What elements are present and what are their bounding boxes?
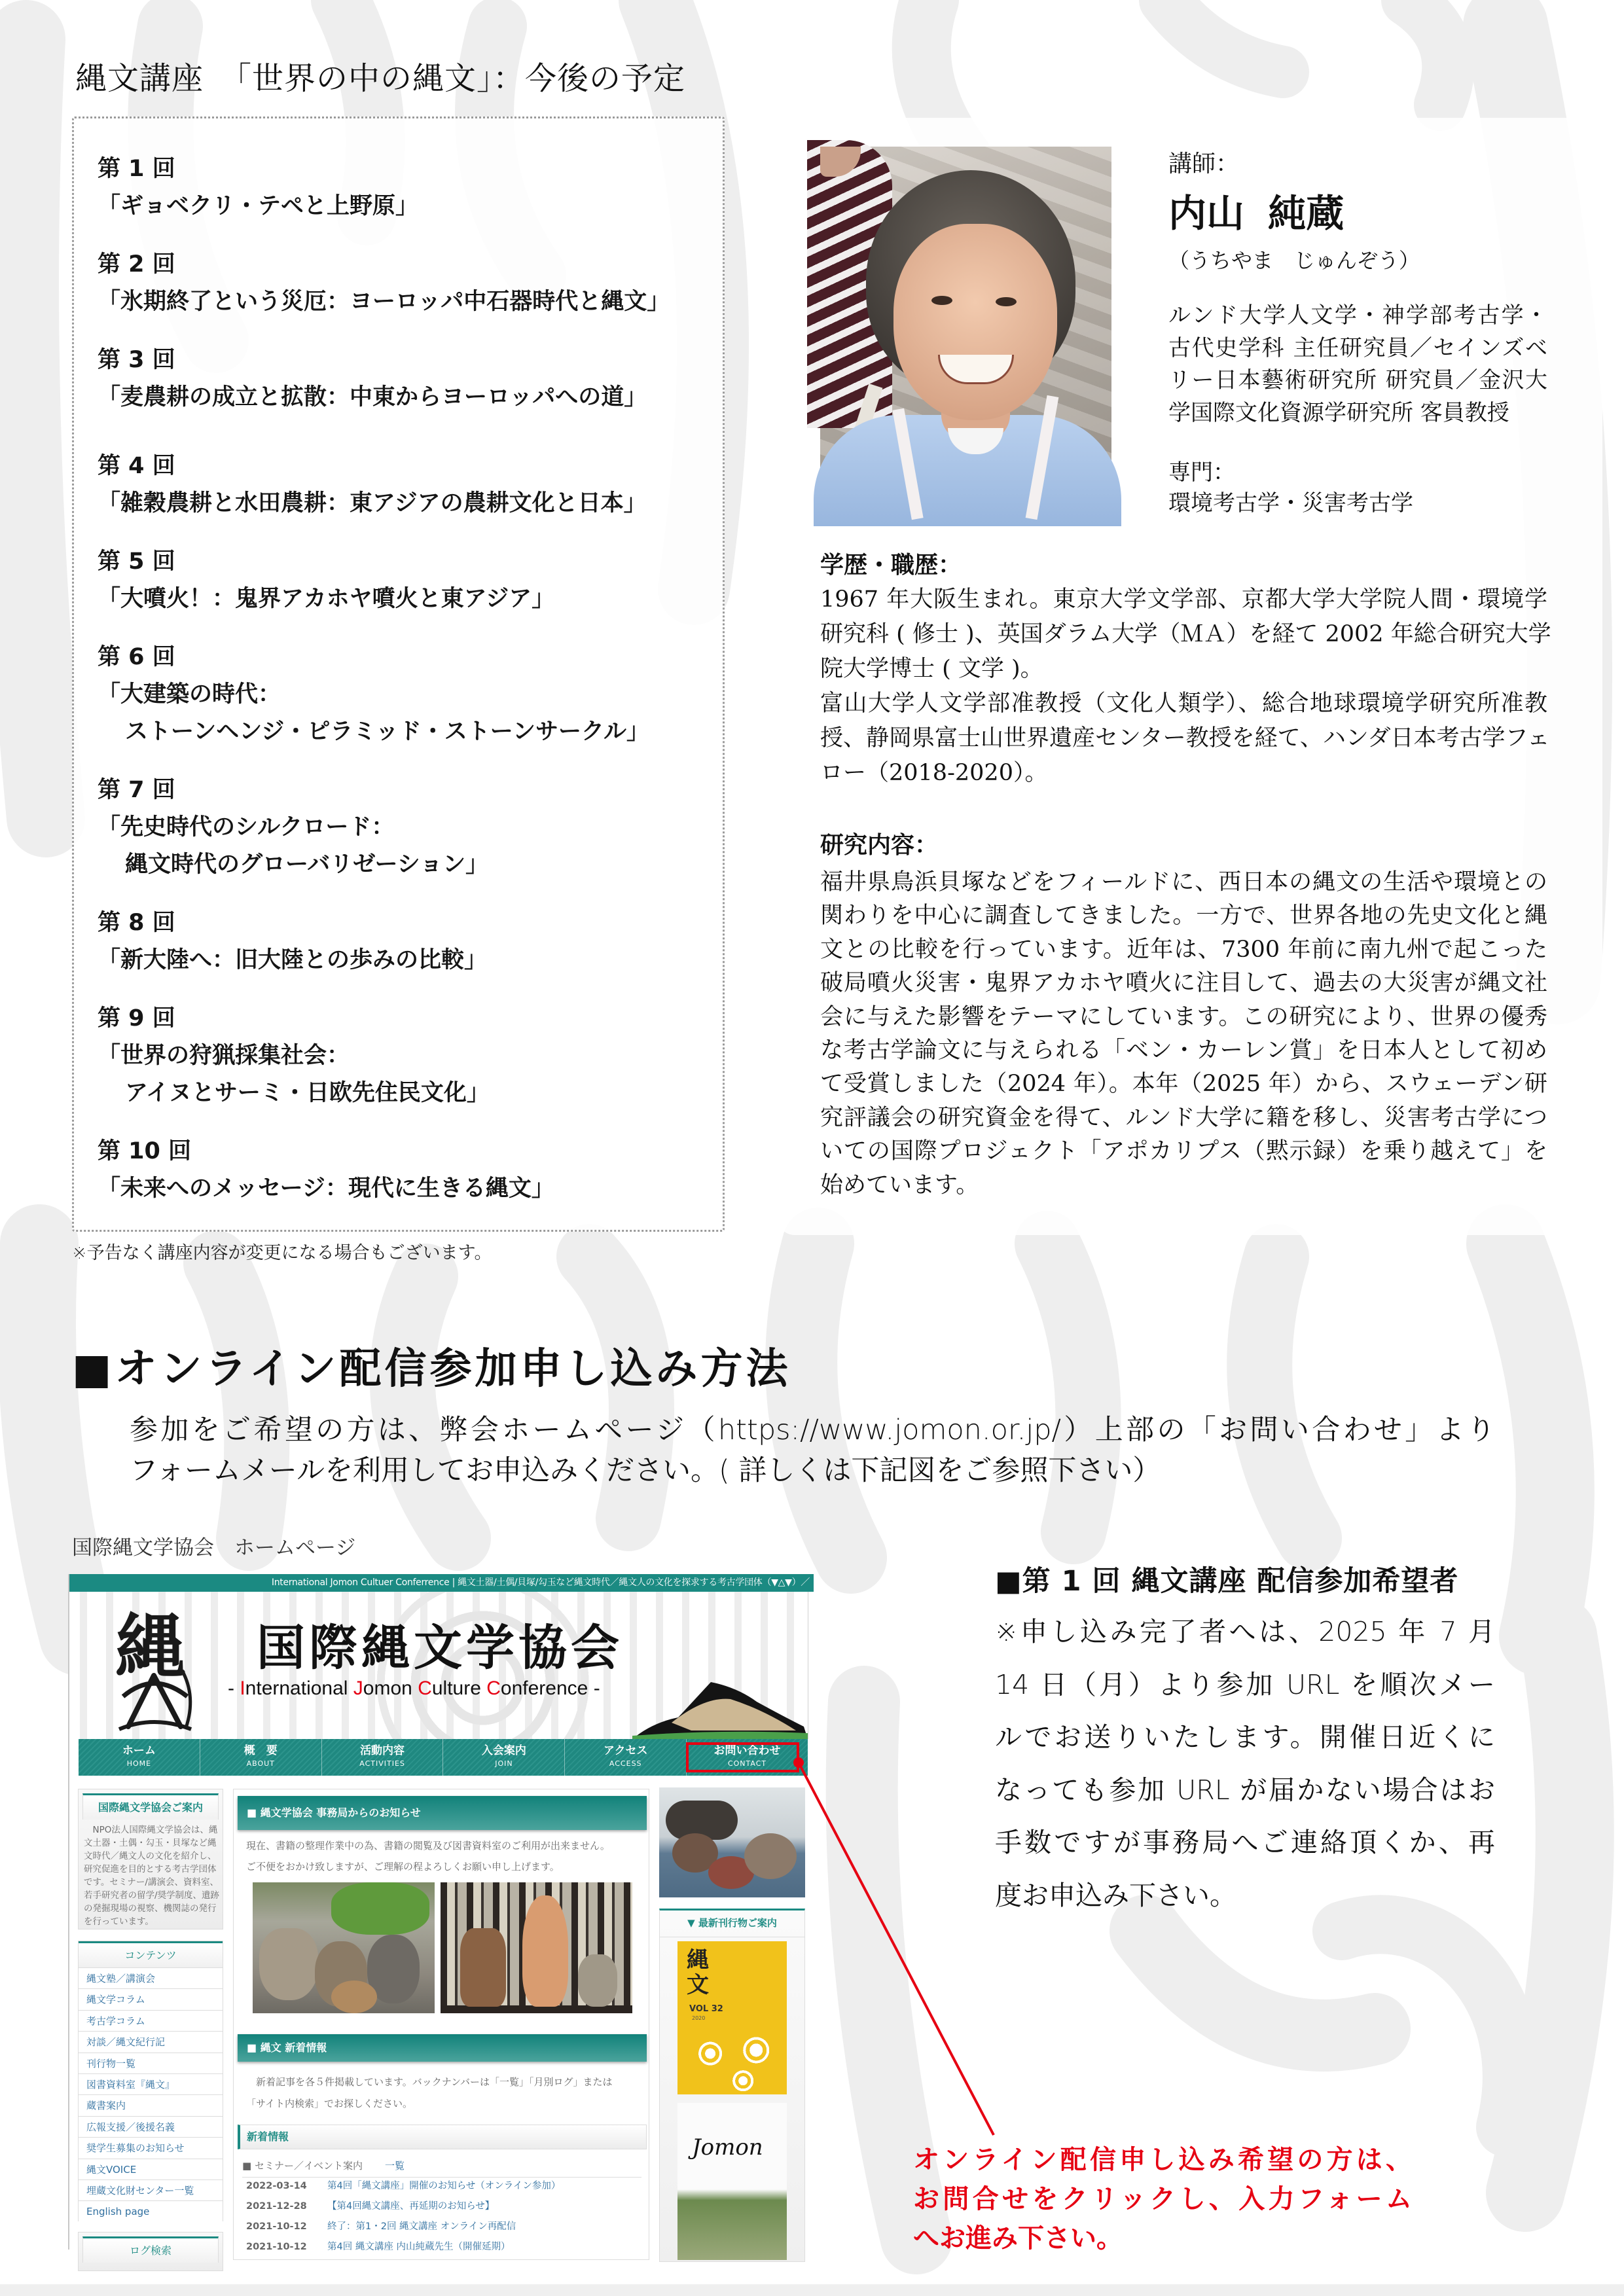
lecture-title-continued: 縄文時代のグローバリゼーション」: [125, 852, 489, 878]
lecture-number: 第 5 回: [98, 548, 175, 575]
subtitle-part: omon: [363, 1677, 418, 1699]
sidebar-item-collection[interactable]: 蔵書案内: [79, 2094, 223, 2115]
nav-label-en: CONTACT: [727, 1759, 767, 1768]
lecture-title: 「雑穀農耕と水田農耕：東アジアの農耕文化と日本」: [98, 490, 647, 516]
news-row: [246, 2237, 639, 2257]
nav-item-activities[interactable]: [322, 1739, 444, 1776]
lecture-title: 「麦農耕の成立と拡散：中東からヨーロッパへの道」: [98, 384, 647, 410]
career-line: ロー（2018-2020）。: [820, 760, 1048, 786]
affiliation-line: リー日本藝術研究所 研究員／金沢大: [1168, 367, 1547, 393]
pottery-photo-2: [659, 1787, 805, 1897]
lecture-item-6: [98, 639, 723, 751]
news-link[interactable]: 終了：第1・2回 縄文講座 オンライン再配信: [327, 2221, 516, 2232]
publications-title: ▼ 最新刊行物ご案内: [660, 1910, 804, 1937]
notice-header: ■ 縄文学協会 事務局からのお知らせ: [238, 1796, 647, 1830]
svg-text:縄: 縄: [115, 1606, 187, 1689]
subtitle-part: onference: [500, 1677, 588, 1699]
participation-text: [995, 1605, 1495, 1922]
nav-label-ja: お問い合わせ: [713, 1744, 781, 1757]
research-line: 破局噴火災害・鬼界アカホヤ噴火に注目して、過去の大災害が縄文社: [820, 970, 1547, 997]
lecture-number: 第 7 回: [98, 777, 175, 803]
nav-label-en: ACCESS: [609, 1759, 642, 1768]
nav-label-ja: 活動内容: [360, 1744, 405, 1757]
callout-line: お問合せをクリックし、入力フォーム: [913, 2184, 1412, 2214]
cover-year: 2020: [692, 2015, 706, 2021]
photo-figurine: [578, 1954, 617, 2007]
career-line: 富山大学人文学部准教授（文化人類学）、総合地球環境学研究所准教: [820, 691, 1547, 717]
career-label: 学歴・職歴：: [820, 551, 962, 579]
news-link[interactable]: 第4回 縄文講座 内山純蔵先生（開催延期）: [327, 2242, 511, 2252]
lecture-item-2: [98, 246, 723, 321]
news-subheading: 新着情報: [238, 2125, 647, 2149]
sidebar-contents-menu: [78, 1941, 223, 2221]
nav-label-en: ACTIVITIES: [359, 1759, 405, 1768]
lecture-number: 第 1 回: [98, 156, 175, 182]
subtitle-initial: J: [353, 1677, 363, 1699]
lecture-number: 第 8 回: [98, 910, 175, 936]
nav-label-en: JOIN: [495, 1759, 513, 1768]
research-line: 会に与えた影響をテーマにしています。この研究により、世界の優秀: [820, 1003, 1547, 1030]
participation-line: なっても参加 URL が届かない場合はお: [995, 1774, 1495, 1806]
lecture-item-10: [98, 1133, 723, 1208]
photo-eye-right: [996, 297, 1017, 306]
research-line: な考古学論文に与えられる「ベン・カーレン賞」を日本人として初め: [820, 1037, 1547, 1064]
cover-volume: VOL 32: [689, 2004, 723, 2014]
research-line: 究評議会の研究資金を得て、ルンド大学に籍を移し、災害考古学につ: [820, 1104, 1547, 1131]
sidebar-item-archaeology-column[interactable]: 考古学コラム: [79, 2010, 223, 2031]
homepage-main-column: [233, 1789, 649, 2260]
about-line: 研究促進を目的とする考古学団体: [84, 1864, 217, 1874]
lecturer-name-reading: （うちやま じゅんぞう）: [1168, 248, 1420, 273]
research-text: [820, 866, 1547, 1202]
sidebar-item-english[interactable]: English page: [79, 2200, 223, 2221]
nav-label-en: ABOUT: [246, 1759, 275, 1768]
research-line: 関わりを中心に調査してきました。一方で、世界各地の先史文化と縄: [820, 903, 1547, 929]
page-title: 縄文講座 「世界の中の縄文」：今後の予定: [75, 60, 686, 97]
nav-label-ja: 概 要: [244, 1744, 278, 1757]
participation-line: ※申し込み完了者へは、2025 年 7 月: [995, 1616, 1495, 1647]
news-list: [246, 2176, 639, 2257]
sidebar-item-scholarship[interactable]: 奨学生募集のお知らせ: [79, 2137, 223, 2158]
homepage-site-title: 国際縄文学協会: [257, 1620, 623, 1676]
career-text: [820, 583, 1551, 791]
career-line: 授、静岡県富士山世界遺産センター教授を経て、ハンダ日本考古学フェ: [820, 725, 1550, 751]
news-date: 2021-12-28: [246, 2201, 307, 2212]
jomon-logo-icon: [110, 1598, 198, 1733]
cover-swirl-pattern: [677, 2026, 787, 2094]
homepage-top-bar: International Jomon Cultuer Conferrence | 縄文土器/土偶/貝塚/勾玉など縄文時代／縄文人の文化を探求する考古学団体（▼△▼）／: [69, 1574, 814, 1592]
instruction-line: 参加をご希望の方は、弊会ホームページ（https://www.jomon.or.jp/）上部の「お問い合わせ」より: [130, 1414, 1495, 1446]
research-line: 始めています。: [820, 1172, 979, 1198]
photo-face: [893, 224, 1057, 420]
lecture-item-8: [98, 905, 723, 979]
lecture-schedule-box: [72, 117, 725, 1232]
photo-figurine: [522, 1895, 568, 2007]
sidebar-about-text: [79, 1820, 223, 1928]
lecture-title: 「大建築の時代：: [98, 681, 281, 708]
homepage-header-banner: [69, 1592, 808, 1739]
news-list-link[interactable]: 一覧: [384, 2160, 405, 2172]
subtitle-part: nternational: [245, 1677, 353, 1699]
callout-line: オンライン配信申し込み希望の方は、: [913, 2145, 1412, 2175]
homepage-site-subtitle: [228, 1677, 600, 1700]
subtitle-part: -: [588, 1677, 600, 1699]
sidebar-about-title: 国際縄文学協会ご案内: [82, 1793, 219, 1820]
career-line: 研究科 ( 修士 )、英国ダラム大学（ＭＡ）を経て 2002 年総合研究大学: [820, 621, 1551, 647]
news-date: 2021-10-12: [246, 2242, 307, 2252]
lecturer-name: 内山 純蔵: [1168, 191, 1344, 236]
figurine-photo: [441, 1882, 632, 2013]
pottery-photo-1: [253, 1882, 435, 2013]
participation-line: 14 日（月）より参加 URL を順次メー: [995, 1668, 1495, 1700]
homepage-screenshot: [68, 1574, 812, 2257]
news-link[interactable]: 第4回「縄文講座」開催のお知らせ（オンライン参加）: [327, 2181, 561, 2191]
lecture-item-1: [98, 151, 723, 225]
photo-pot: [259, 1928, 318, 2000]
participation-line: 度お申込み下さい。: [995, 1879, 1236, 1911]
nav-item-join[interactable]: [443, 1739, 565, 1776]
news-header: ■ 縄文 新着情報: [238, 2034, 647, 2062]
news-intro-line: 新着記事を各５件掲載しています。バックナンバーは「一覧」「月別ログ」または: [246, 2076, 613, 2088]
journal-cover-vol32[interactable]: [677, 1941, 787, 2094]
sidebar-item-library[interactable]: 図書資料室『縄文』: [79, 2073, 223, 2094]
contact-instruction-callout: [913, 2140, 1412, 2258]
lecture-item-5: [98, 543, 723, 618]
news-row: [246, 2176, 639, 2197]
photo-plants: [331, 1882, 429, 1935]
lecture-number: 第 3 回: [98, 347, 175, 373]
career-line: 1967 年大阪生まれ。東京大学文学部、京都大学大学院人間・環境学: [820, 586, 1547, 613]
participation-line: ルでお送りいたします。開催日近くに: [995, 1721, 1495, 1753]
nav-item-home[interactable]: [79, 1739, 200, 1776]
sidebar-item-centers[interactable]: 埋蔵文化財センター一覧: [79, 2179, 223, 2200]
lecture-item-9: [98, 1000, 723, 1112]
lecture-title: 「新大陸へ：旧大陸との歩みの比較」: [98, 947, 488, 973]
news-link[interactable]: 【第4回縄文講座、再延期のお知らせ】: [327, 2201, 495, 2212]
lecture-title-continued: アイヌとサーミ・日欧先住民文化」: [125, 1080, 490, 1106]
lecture-number: 第 2 回: [98, 251, 175, 278]
subtitle-initial: C: [486, 1677, 501, 1699]
lecturer-affiliation: [1168, 300, 1547, 429]
research-label: 研究内容：: [820, 831, 939, 859]
lecture-number: 第 9 回: [98, 1005, 175, 1031]
research-line: いての国際プロジェクト「アポカリプス（黙示録）を乗り越えて」を: [820, 1138, 1547, 1165]
homepage-caption: 国際縄文学協会 ホームページ: [72, 1536, 356, 1560]
nav-item-access[interactable]: [565, 1739, 687, 1776]
lecture-title: 「大噴火！：鬼界アカホヤ噴火と東アジア」: [98, 586, 555, 612]
nav-label-en: HOME: [126, 1759, 152, 1768]
sidebar-item-publications[interactable]: 刊行物一覧: [79, 2053, 223, 2073]
sidebar-item-dialogues[interactable]: 対談／縄文紀行記: [79, 2031, 223, 2052]
photo-vessel: [744, 1833, 797, 1879]
sidebar-item-jomon-voice[interactable]: 縄文VOICE: [79, 2159, 223, 2179]
journal-cover-jomon[interactable]: [677, 2103, 787, 2260]
lecture-number: 第 6 回: [98, 644, 175, 670]
about-line: です。セミナー/講演会、資料室、: [84, 1877, 219, 1888]
nav-label-ja: ホーム: [122, 1744, 156, 1757]
lecturer-role-label: 講師：: [1168, 151, 1240, 177]
notice-line: 現在、書籍の整理作業中の為、書籍の閲覧及び図書資料室のご利用が出来ません。: [246, 1840, 610, 1852]
affiliation-line: 古代史学科 主任研究員／セインズベ: [1168, 334, 1547, 361]
about-line: 文土器・土偶・勾玉・貝塚など縄: [84, 1838, 217, 1848]
participation-line: 手数ですが事務局へご連絡頂くか、再: [995, 1827, 1495, 1858]
photo-eye-left: [931, 296, 952, 305]
sidebar-log-search-title: ログ検索: [82, 2236, 219, 2263]
news-date: 2021-10-12: [246, 2221, 307, 2232]
sidebar-item-support[interactable]: 広報支援／後援名義: [79, 2116, 223, 2137]
specialty-label: 専門：: [1168, 459, 1235, 486]
subtitle-initial: I: [240, 1677, 245, 1699]
online-registration-heading: ■オンライン配信参加申し込み方法: [72, 1345, 791, 1393]
lecture-title-continued: ストーンヘンジ・ピラミッド・ストーンサークル」: [125, 719, 649, 745]
about-line: の発掘現場の視察、機関誌の発行: [84, 1903, 217, 1914]
nav-item-about[interactable]: [200, 1739, 322, 1776]
subtitle-part: ulture: [431, 1677, 487, 1699]
lecturer-photo: [820, 147, 1111, 508]
lecture-title: 「世界の狩猟採集社会：: [98, 1043, 350, 1069]
sidebar-log-search-box: [78, 2232, 223, 2271]
cover-logo: 縄文: [687, 1947, 709, 1998]
affiliation-line: 学国際文化資源学研究所 客員教授: [1168, 399, 1509, 426]
lecture-number: 第 4 回: [98, 453, 175, 479]
news-category-label: ■ セミナー／イベント案内: [242, 2160, 363, 2172]
lecture-title: 「未来へのメッセージ：現代に生きる縄文」: [98, 1175, 554, 1202]
pit-dwelling-illustration: [632, 1670, 808, 1739]
lecture-item-4: [98, 448, 723, 522]
publications-box: [659, 1909, 805, 2262]
contact-highlight-box: [686, 1742, 799, 1772]
news-row: [246, 2217, 639, 2237]
about-line: 若手研究者の留学/奨学制度、遺跡: [84, 1890, 220, 1901]
lecture-item-3: [98, 342, 723, 416]
subtitle-initial: C: [418, 1677, 432, 1699]
instruction-line: フォームメールを利用してお申込みください。( 詳しくは下記図をご参照下さい）: [130, 1454, 1161, 1487]
about-line: を行っています。: [84, 1916, 154, 1927]
lecture-item-7: [98, 772, 723, 884]
photo-pot: [331, 1981, 377, 2013]
news-intro-line: 「サイト内検索」でお探しください。: [246, 2098, 412, 2109]
lecture-title: 「先史時代のシルクロード：: [98, 814, 395, 840]
research-line: て受賞しました（2024 年）。本年（2025 年）から、スウェーデン研: [820, 1071, 1547, 1098]
lecture-title: 「氷期終了という災厄：ヨーロッパ中石器時代と縄文」: [98, 289, 670, 315]
affiliation-line: ルンド大学人文学・神学部考古学・: [1168, 302, 1547, 329]
notice-text: [246, 1835, 610, 1877]
subtitle-part: -: [228, 1677, 240, 1699]
career-line: 院大学博士 ( 文学 )。: [820, 656, 1043, 682]
sidebar-about-box: [78, 1789, 223, 1929]
nav-label-ja: アクセス: [603, 1744, 648, 1757]
lecture-title: 「ギョベクリ・テペと上野原」: [98, 193, 419, 219]
specialty-value: 環境考古学・災害考古学: [1168, 490, 1413, 516]
news-category: [242, 2156, 641, 2178]
notice-line: ご不便をおかけ致しますが、ご理解の程よろしくお願い申し上げます。: [246, 1861, 560, 1873]
cover-logo: Jomon: [692, 2134, 763, 2161]
news-intro: [246, 2072, 613, 2115]
sidebar-item-jomon-column[interactable]: 縄文学コラム: [79, 1988, 223, 2009]
news-row: [246, 2197, 639, 2217]
about-line: 文時代／縄文人の文化を紹介し、: [84, 1851, 217, 1861]
lecture-number: 第 10 回: [98, 1138, 192, 1164]
research-line: 文との比較を行っています。近年は、7300 年前に南九州で起こった: [820, 936, 1547, 963]
about-line: NPO法人国際縄文学協会は、縄: [84, 1825, 218, 1835]
nav-label-ja: 入会案内: [481, 1744, 526, 1757]
callout-line: へお進み下さい。: [913, 2223, 1123, 2253]
schedule-change-note: ※予告なく講座内容が変更になる場合もございます。: [72, 1243, 492, 1263]
sidebar-contents-title: コンテンツ: [79, 1941, 223, 1967]
sidebar-item-jomon-juku[interactable]: 縄文塾／講演会: [79, 1967, 223, 1988]
research-line: 福井県鳥浜貝塚などをフィールドに、西日本の縄文の生活や環境との: [820, 869, 1547, 895]
news-date: 2022-03-14: [246, 2181, 307, 2191]
online-registration-instructions: [130, 1410, 1495, 1491]
photo-figurine: [460, 1928, 506, 2007]
participation-heading: ■第 1 回 縄文講座 配信参加希望者: [995, 1565, 1459, 1598]
